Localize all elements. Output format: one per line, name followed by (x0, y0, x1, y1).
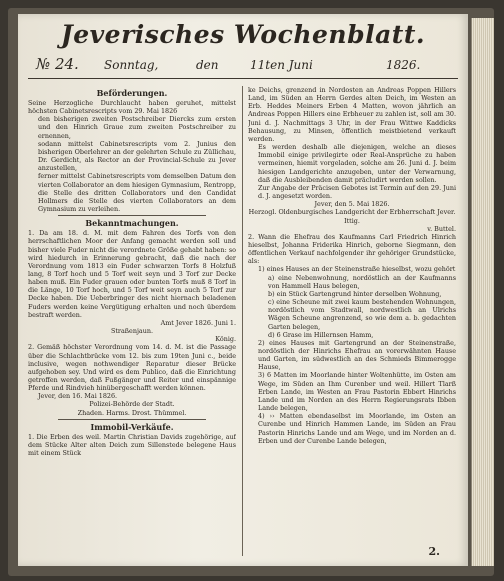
heading-immobil-verkaeufe: Immobil-Verkäufe. (90, 421, 174, 432)
divider (58, 419, 206, 420)
text-block: 1. Da am 18. d. M. mit dem Fahren des Torfs von den herrschaftlichen Moor der Anfang gemacht werden soll und bisher viele Fuder nicht die verordnete Größe gehabt haben: so wird hiedurch in Erinnerung gebracht, daß die nach der Verordnung vom 1813 ein Fuder schwarzen Torfs 8 Holzfuß lang, 8 Torf hoch und 5 Torf weit seyn und 3 Torf zur Decke haben muß. Ein Fuder grauen oder bunten Torfs muß 8 Torf in die Länge, 10 Torf hoch, und 5 Torf weit seyn auch 5 Torf zur Decke haben. Die Ueberbringer des nicht hiernach beladenen Fuders werden keine Vergütigung erhalten und noch überdem bestraft werden. (28, 229, 236, 319)
signature: Zhaden. Harms. Drost. Thümmel. (77, 408, 187, 417)
issue-den: den (196, 58, 219, 72)
signature: König. (215, 335, 236, 344)
signature: Herzogl. Oldenburgisches Landgericht der Erbherrschaft Jever. (248, 208, 456, 217)
text-block: 2. Wann die Ehefrau des Kaufmanns Carl Friedrich Hinrich hieselbst, Johanna Friderika Hinrich, geborne Siegmann, den öffentlichen Verkauf nachfolgender ihr gehöriger Grundstücke, als: (248, 232, 456, 266)
text-block: sodann mittelst Cabinetsrescripts vom 2. Junius den bisherigen Oberlehrer an der gelehrten Schule zu Züllichau, Dr. Gerdicht, als Rector an der Provincial-Schule zu Jever anzustellen, (38, 139, 236, 173)
issue-number: № 24. (36, 55, 79, 73)
list-item: 1) eines Hauses an der Steinenstraße hieselbst, wozu gehört (258, 265, 456, 274)
list-item: a) eine Nebenwohnung, nordöstlich an der Kaufmanns von Hammell Haus belegen, (268, 273, 456, 290)
page-edges (471, 18, 494, 566)
heading-bekanntmachungen: Bekanntmachungen. (85, 218, 179, 229)
signature: Jever, den 16. Mai 1826. (38, 392, 118, 401)
header-rule (28, 78, 458, 79)
book-spine-background (8, 8, 494, 576)
issue-day: Sonntag, (104, 58, 159, 72)
issue-line (30, 56, 456, 76)
issue-date: 11ten Juni (250, 58, 313, 72)
right-column (248, 86, 456, 562)
list-item: c) eine Scheune mit zwei kaum bestehenden Wohnungen, nordöstlich vom Stadtwall, nordwestlich an Ulrichs Wägen Scheune angrenzend, so wie dem a. b. gedachten Garten belegen, (268, 298, 456, 331)
masthead-title: Jeverisches Wochenblatt. (60, 20, 426, 49)
signature: Polizei-Behörde der Stadt. (89, 400, 175, 409)
text-block: Seine Herzogliche Durchlaucht haben geruhet, mittelst höchsten Cabinetsrescripts vom 29. Mai 1826 (28, 99, 236, 116)
signature: Amt Jever 1826. Juni 1. (160, 318, 236, 327)
text-block: 2. Gemäß höchster Verordnung vom 14. d. M. ist die Passage über die Schlachtbrücke vom 12. bis zum 19ten Juni c., beide inclusive, wegen nothwendiger Reparatur dieser Brücke aufgehoben sey. Und wird es dem Publico, daß die Einrichtung getroffen werden, daß Fußgänger und Reiter und einspännige Pferde und Rindvieh hinübergeschafft werden können. (28, 343, 236, 393)
list-item: 3) 6 Matten im Moorlande hinter Woltenhütte, im Osten am Wege, im Süden an Ihm Curenber und weil. Hillert Tlarß Erben Lande, im Westen an Frau Pastorin Ebbert Hinrichs Lande und im Norden an des Herrn Regierungsrats Ibben Lande belegen, (258, 371, 456, 413)
left-column (28, 86, 236, 562)
signature: Jever, den 5. Mai 1826. (314, 200, 390, 209)
issue-year: 1826. (386, 58, 421, 72)
text-block: Zur Angabe der Präcisen Gebotes ist Termin auf den 29. Juni d. J. angesetzt worden. (258, 183, 456, 201)
text-block: Es werden deshalb alle diejenigen, welche an dieses Immobil einige privilegirte oder Real-Ansprüche zu haben vermeinen, hiemit vorgeladen, solche am 26. Juni d. J. beim hiesigen Landgerichte anzugeben, unter der Verwarnung, daß die Ausbleibenden damit präcludirt werden sollen. (258, 143, 456, 184)
signature: Ittig. (344, 216, 360, 225)
text-block: ferner mittelst Cabinetsrescripts vom demselben Datum den vierten Collaborator an dem hiesigen Gymnasium, Rentropp, die Stelle des dritten Collaborators und den Candidat Hollmers die Stelle des vierten Collaborators an dem Gymnasium zu verleihen. (38, 172, 236, 214)
text-block: ke Deichs, grenzend in Nordosten an Andreas Poppen Hillers Land, im Süden an Herrn Gerdes alten Deich, im Westen an Erb. Heddes Meiners Erben 4 Matten, wovon jährlich an Andreas Poppen Hillers eine Erbheuer zu zahlen ist, soll am 30. Juni d. J. Nachmittags 3 Uhr, in der Frau Wittwe Kaddicks Behausung, zu Minsen, öffentlich meistbietend verkauft werden. (248, 86, 456, 143)
text-block: 1. Die Erben des weil. Martin Christian Davids zugehörige, auf dem Stücke Alter alten Deich zum Sillenstede belegene Haus mit einem Stück (28, 432, 236, 458)
divider (58, 215, 206, 216)
signature: v. Buttel. (427, 224, 456, 233)
column-divider (242, 86, 243, 556)
page-number: 2. (428, 545, 440, 558)
list-item: 4) ›› Matten ebendaselbst im Moorlande, im Osten an Curenbe und Hinrich Hammen Lande, im Süden an Frau Pastorin Hinrichs Lande und am Wege, und im Norden an d. Erben und der Curenbe Lande belegen, (258, 412, 456, 445)
list-item: 2) eines Hauses mit Gartengrund an der Steinenstraße, nordöstlich der Hinrichs Ehefrau an vorerwähnten Hause und Garten, im südwestlich an des Schmieds Bimmerogge Hause, (258, 338, 456, 372)
list-item: b) ein Stück Gartengrund hinter derselben Wohnung, (268, 289, 442, 298)
heading-befoerderungen: Beförderungen. (96, 88, 168, 98)
list-item: d) 6 Grase im Hillernsen Hamm, (268, 330, 374, 339)
newspaper-page (18, 14, 468, 566)
text-block: den bisherigen zweiten Postschreiber Diercks zum ersten und den Hinrich Graue zum zweiten Postschreiber zu ernennen, (38, 115, 236, 140)
text-block: Straßenjaun. (110, 327, 154, 336)
